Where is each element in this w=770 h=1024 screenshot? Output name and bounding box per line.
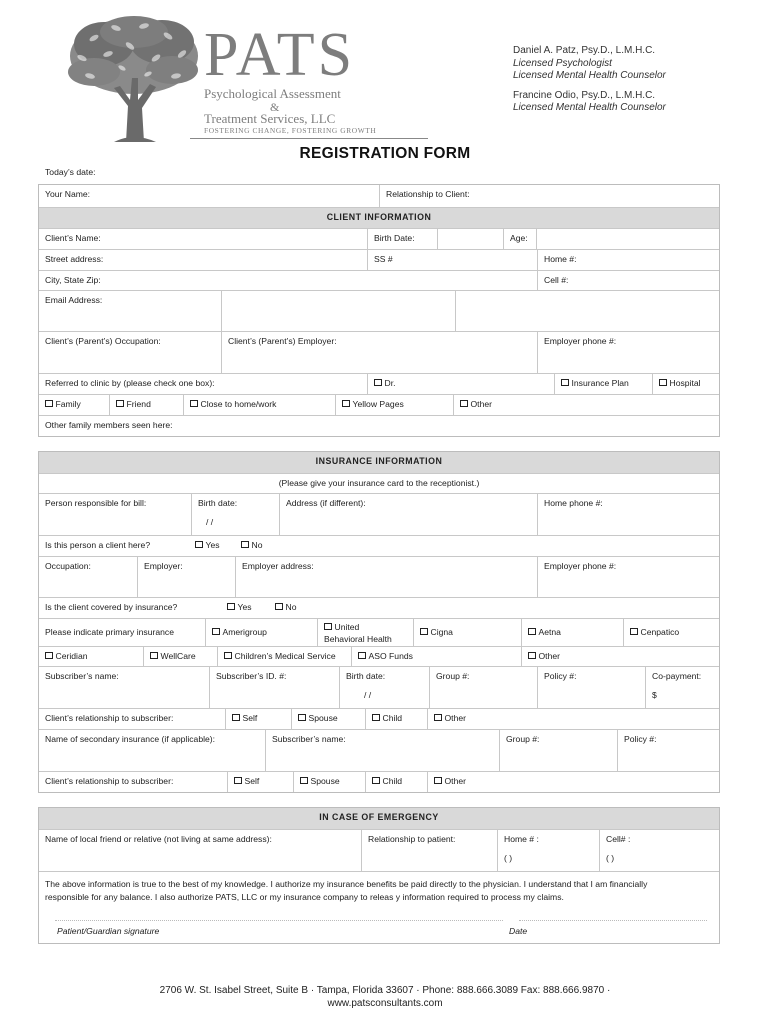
authorization-text (45, 878, 713, 904)
covered-yes-checkbox[interactable]: Yes (227, 598, 275, 618)
cenpatico-checkbox[interactable]: Cenpatico (623, 619, 719, 646)
ceridian-checkbox[interactable]: Ceridian (39, 647, 143, 666)
responsible-occupation-row (39, 556, 719, 597)
emergency-cell-label: Cell# : (606, 834, 631, 844)
covered-row (39, 597, 719, 618)
page-footer (0, 984, 770, 1010)
amerigroup-checkbox[interactable]: Amerigroup (205, 619, 317, 646)
signature-line[interactable] (55, 920, 503, 921)
email-row (39, 290, 719, 331)
cigna-checkbox[interactable]: Cigna (413, 619, 521, 646)
secondary-relationship-row (39, 771, 719, 792)
responsible-birth-slashes: / / (206, 517, 214, 527)
insurance-section (38, 451, 720, 793)
subscriber-id-field[interactable]: Subscriber’s ID. #: (209, 667, 339, 708)
secondary-group-field[interactable]: Group #: (499, 730, 617, 771)
covered-label: Is the client covered by insurance? (45, 602, 178, 612)
your-name-row (39, 185, 719, 207)
street-row (39, 249, 719, 270)
logo-ampersand: & (270, 100, 280, 114)
emergency-contact-field[interactable]: Name of local friend or relative (not living at same address): (45, 834, 272, 844)
aetna-checkbox[interactable]: Aetna (521, 619, 623, 646)
responsible-address-field[interactable]: Address (if different): (279, 494, 537, 535)
responsible-home-phone-field[interactable]: Home phone #: (537, 494, 719, 535)
referral-insurance-checkbox[interactable]: Insurance Plan (554, 374, 652, 394)
tree-logo-icon (64, 14, 204, 142)
provider-title: Licensed Psychologist (513, 57, 612, 69)
ss-number-field[interactable]: SS # (367, 250, 537, 270)
client-info-header (39, 207, 719, 228)
provider-list (513, 45, 666, 115)
person-responsible-row (39, 493, 719, 535)
email-field[interactable]: Email Address: (45, 295, 103, 305)
responsible-employer-phone-field[interactable]: Employer phone #: (537, 557, 719, 597)
is-client-row (39, 535, 719, 556)
insurance-other-checkbox[interactable]: Other (521, 647, 719, 666)
logo-tagline: FOSTERING CHANGE, FOSTERING GROWTH (204, 126, 377, 135)
email-input-extra[interactable] (455, 291, 719, 331)
group-number-field[interactable]: Group #: (429, 667, 537, 708)
referral-close-checkbox[interactable]: Close to home/work (183, 395, 335, 415)
logo-underline (190, 138, 428, 139)
copayment-dollar: $ (652, 690, 657, 700)
rel-child-checkbox[interactable]: Child (365, 709, 427, 729)
insurance-note: (Please give your insurance card to the receptionist.) (278, 478, 480, 488)
provider-title: Licensed Mental Health Counselor (513, 70, 666, 81)
referral-friend-checkbox[interactable]: Friend (109, 395, 183, 415)
email-input[interactable] (221, 291, 455, 331)
client-info-header-label: CLIENT INFORMATION (326, 212, 432, 222)
home-phone-field[interactable]: Home #: (537, 250, 719, 270)
insurance-note-row (39, 473, 719, 493)
age-label: Age: (503, 229, 536, 249)
pats-logo (64, 14, 384, 144)
rel-other-checkbox[interactable]: Other (427, 709, 719, 729)
relationship-subscriber-row (39, 708, 719, 729)
subscriber-row (39, 666, 719, 708)
is-client-yes-checkbox[interactable]: Yes (195, 536, 241, 556)
other-family-row (39, 415, 719, 436)
birth-date-field[interactable]: Birth Date: (367, 229, 437, 249)
referral-hospital-checkbox[interactable]: Hospital (652, 374, 719, 394)
copayment-field[interactable] (645, 667, 719, 708)
your-name-field[interactable]: Your Name: (45, 189, 91, 199)
relationship-field[interactable]: Relationship to Client: (379, 185, 719, 207)
emergency-section (38, 807, 720, 944)
referred-row (39, 373, 719, 394)
todays-date-field[interactable]: Today’s date: (45, 167, 96, 177)
page-header (0, 0, 770, 145)
city-state-zip-field[interactable]: City, State Zip: (45, 275, 101, 285)
secondary-rel-other-checkbox[interactable]: Other (427, 772, 719, 792)
referral-options-row (39, 394, 719, 415)
date-label: Date (509, 926, 528, 936)
secondary-rel-spouse-checkbox[interactable]: Spouse (293, 772, 365, 792)
insurance-options-row (39, 646, 719, 666)
signature-date-line[interactable] (519, 920, 707, 921)
authorization-line-1: The above information is true to the best of my knowledge. I authorize my insurance benefits be paid directly to the physician. I understand that I am financially (45, 879, 648, 889)
secondary-rel-child-checkbox[interactable]: Child (365, 772, 427, 792)
footer-website[interactable]: www.patsconsultants.com (327, 998, 443, 1009)
childrens-medical-checkbox[interactable]: Children’s Medical Service (217, 647, 351, 666)
rel-spouse-checkbox[interactable]: Spouse (291, 709, 365, 729)
referral-other-checkbox[interactable]: Other (453, 395, 719, 415)
wellcare-checkbox[interactable]: WellCare (143, 647, 217, 666)
emergency-home-label: Home # : (504, 834, 539, 844)
insurance-header (39, 452, 719, 473)
aso-funds-checkbox[interactable]: ASO Funds (351, 647, 521, 666)
birth-date-input[interactable] (437, 229, 503, 249)
employer-phone-field[interactable]: Employer phone #: (537, 332, 719, 373)
responsible-occupation-field[interactable]: Occupation: (45, 561, 91, 571)
responsible-employer-field[interactable]: Employer: (137, 557, 235, 597)
policy-number-field[interactable]: Policy #: (537, 667, 645, 708)
emergency-home-field[interactable] (497, 830, 599, 871)
signature-label: Patient/Guardian signature (57, 926, 160, 936)
provider-name: Francine Odio, Psy.D., L.M.H.C. (513, 89, 656, 101)
logo-name: PATS (204, 21, 356, 89)
cell-phone-field[interactable]: Cell #: (537, 271, 719, 290)
occupation-field[interactable]: Client’s (Parent’s) Occupation: (45, 336, 161, 346)
emergency-contact-row (39, 829, 719, 871)
subscriber-birth-slashes: / / (364, 690, 372, 700)
responsible-birth-date-field[interactable] (191, 494, 279, 535)
authorization-line-2: responsible for any balance. I also authorize PATS, LLC or my insurance company to releas y information required to process my claims. (45, 892, 564, 902)
referral-dr-checkbox[interactable]: Dr. (367, 374, 554, 394)
behavioral-health-label: Behavioral Health (324, 634, 392, 644)
client-section (38, 184, 720, 437)
form-title: REGISTRATION FORM (299, 145, 471, 162)
relationship-subscriber-label: Client’s relationship to subscriber: (45, 713, 174, 723)
united-behavioral-checkbox[interactable] (317, 619, 413, 646)
primary-insurance-row (39, 618, 719, 646)
is-client-no-checkbox[interactable]: No (241, 536, 301, 556)
subscriber-birth-field[interactable] (339, 667, 429, 708)
copayment-label: Co-payment: (652, 671, 702, 681)
subscriber-name-field[interactable]: Subscriber’s name: (45, 671, 119, 681)
provider-title: Licensed Mental Health Counselor (513, 102, 666, 113)
referred-label: Referred to clinic by (please check one box): (45, 378, 215, 388)
emergency-home-paren: ( ) (504, 853, 513, 863)
secondary-insurance-row (39, 729, 719, 771)
emergency-cell-paren: ( ) (606, 853, 615, 863)
emergency-header-label: IN CASE OF EMERGENCY (319, 812, 439, 822)
occupation-row (39, 331, 719, 373)
secondary-subscriber-field[interactable]: Subscriber’s name: (265, 730, 499, 771)
referral-yellow-pages-checkbox[interactable]: Yellow Pages (335, 395, 453, 415)
secondary-relationship-label: Client’s relationship to subscriber: (45, 776, 174, 786)
is-client-label: Is this person a client here? (45, 540, 151, 550)
emergency-cell-field[interactable] (599, 830, 719, 871)
street-address-field[interactable]: Street address: (45, 254, 104, 264)
age-input[interactable] (536, 229, 719, 249)
logo-line-1: Psychological Assessment (204, 86, 341, 101)
client-name-row (39, 228, 719, 249)
responsible-birth-label: Birth date: (198, 498, 238, 508)
secondary-insurance-field[interactable]: Name of secondary insurance (if applicable): (45, 734, 216, 744)
provider-name: Daniel A. Patz, Psy.D., L.M.H.C. (513, 45, 656, 56)
primary-insurance-label: Please indicate primary insurance (45, 627, 174, 637)
emergency-relationship-field[interactable]: Relationship to patient: (361, 830, 497, 871)
insurance-header-label: INSURANCE INFORMATION (315, 456, 443, 466)
client-name-field[interactable]: Client’s Name: (45, 233, 101, 243)
footer-address: 2706 W. St. Isabel Street, Suite B · Tampa, Florida 33607 · Phone: 888.666.3089 Fax: 888.666.9870 · (159, 985, 611, 996)
city-row (39, 270, 719, 290)
logo-line-2: Treatment Services, LLC (204, 111, 336, 126)
other-family-field[interactable]: Other family members seen here: (45, 420, 173, 430)
secondary-policy-field[interactable]: Policy #: (617, 730, 719, 771)
rel-self-checkbox[interactable]: Self (225, 709, 291, 729)
covered-no-checkbox[interactable]: No (275, 598, 335, 618)
authorization-row (39, 871, 719, 943)
united-label: United (324, 621, 413, 633)
employer-field[interactable]: Client’s (Parent’s) Employer: (221, 332, 537, 373)
person-responsible-field[interactable]: Person responsible for bill: (45, 498, 147, 508)
responsible-employer-address-field[interactable]: Employer address: (235, 557, 537, 597)
secondary-rel-self-checkbox[interactable]: Self (227, 772, 293, 792)
emergency-header (39, 808, 719, 829)
referral-family-checkbox[interactable]: Family (39, 395, 109, 415)
subscriber-birth-label: Birth date: (346, 671, 386, 681)
